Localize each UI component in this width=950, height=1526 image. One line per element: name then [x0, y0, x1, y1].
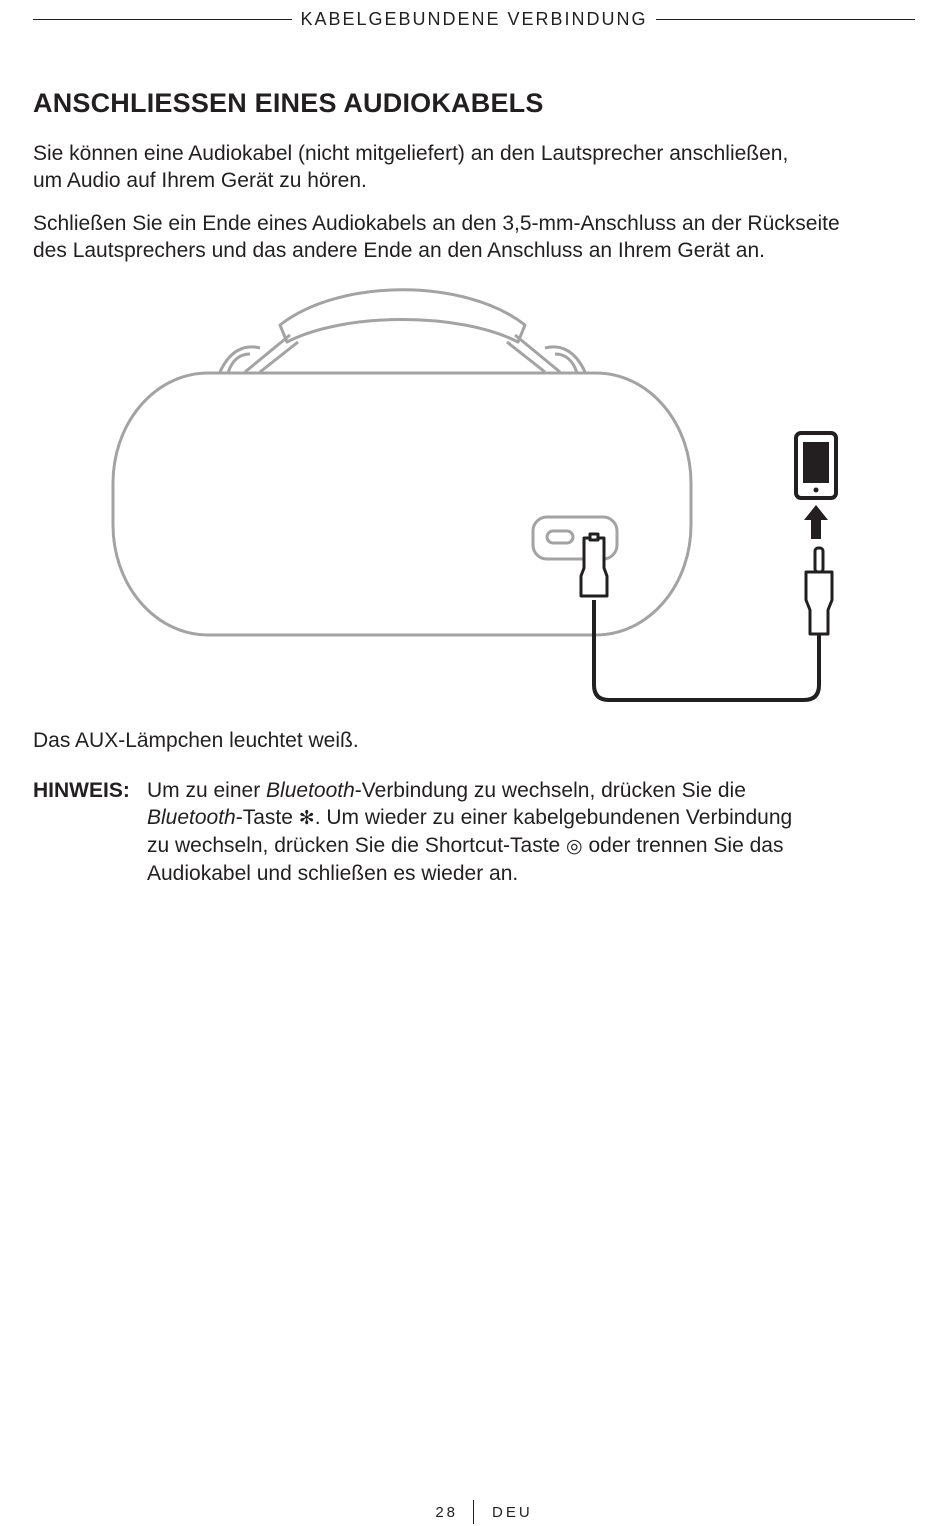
instruction-paragraph: [33, 210, 923, 264]
instruction-line-2: des Lautsprechers und das andere Ende an den Anschluss an Ihrem Gerät an.: [33, 239, 765, 262]
intro-line-1: Sie können eine Audiokabel (nicht mitgeliefert) an den Lautsprecher anschließen,: [33, 142, 789, 165]
note-bluetooth-term-1: Bluetooth: [266, 779, 355, 802]
speaker-cable-illustration: [100, 280, 860, 710]
instruction-line-1: Schließen Sie ein Ende eines Audiokabels an den 3,5-mm-Anschluss an der Rückseite: [33, 212, 840, 235]
page-title: ANSCHLIESSEN EINES AUDIOKABELS: [33, 88, 544, 118]
note-bluetooth-term-2: Bluetooth: [147, 806, 236, 829]
note-text-4: . Um wieder zu einer kabelgebundenen Verbindung: [314, 806, 793, 829]
intro-line-2: um Audio auf Ihrem Gerät zu hören.: [33, 169, 367, 192]
smartphone-icon: [796, 433, 836, 498]
note-text-1: Um zu einer: [147, 779, 267, 802]
note-text-3: -Taste: [235, 806, 299, 829]
note-label: HINWEIS:: [33, 779, 130, 802]
header-rule-left: [33, 19, 292, 20]
bluetooth-icon: ✻: [298, 807, 315, 829]
header-rule-right: [656, 19, 915, 20]
note-text-7: Audiokabel und schließen es wieder an.: [147, 862, 519, 885]
note-text-5: zu wechseln, drücken Sie die Shortcut-Taste: [147, 834, 567, 857]
language-code: DEU: [492, 1504, 533, 1521]
footer-divider: [473, 1500, 474, 1524]
section-title: KABELGEBUNDENE VERBINDUNG: [300, 8, 648, 29]
cable-plug-speaker: [581, 534, 607, 596]
note-text-6: oder trennen Sie das: [582, 834, 784, 857]
page-header: [33, 6, 915, 32]
speaker-handle: [220, 290, 585, 373]
arrow-up-icon: [804, 505, 828, 539]
note-text-2: -Verbindung zu wechseln, drücken Sie die: [354, 779, 746, 802]
page-footer: [0, 1500, 950, 1526]
aux-status-paragraph: Das AUX-Lämpchen leuchtet weiß.: [33, 729, 359, 752]
page-number: 28: [435, 1504, 458, 1521]
note-body: [147, 777, 887, 887]
cable-plug-device: [806, 548, 832, 634]
intro-paragraph: [33, 140, 923, 194]
shortcut-icon: ◎: [566, 835, 583, 857]
